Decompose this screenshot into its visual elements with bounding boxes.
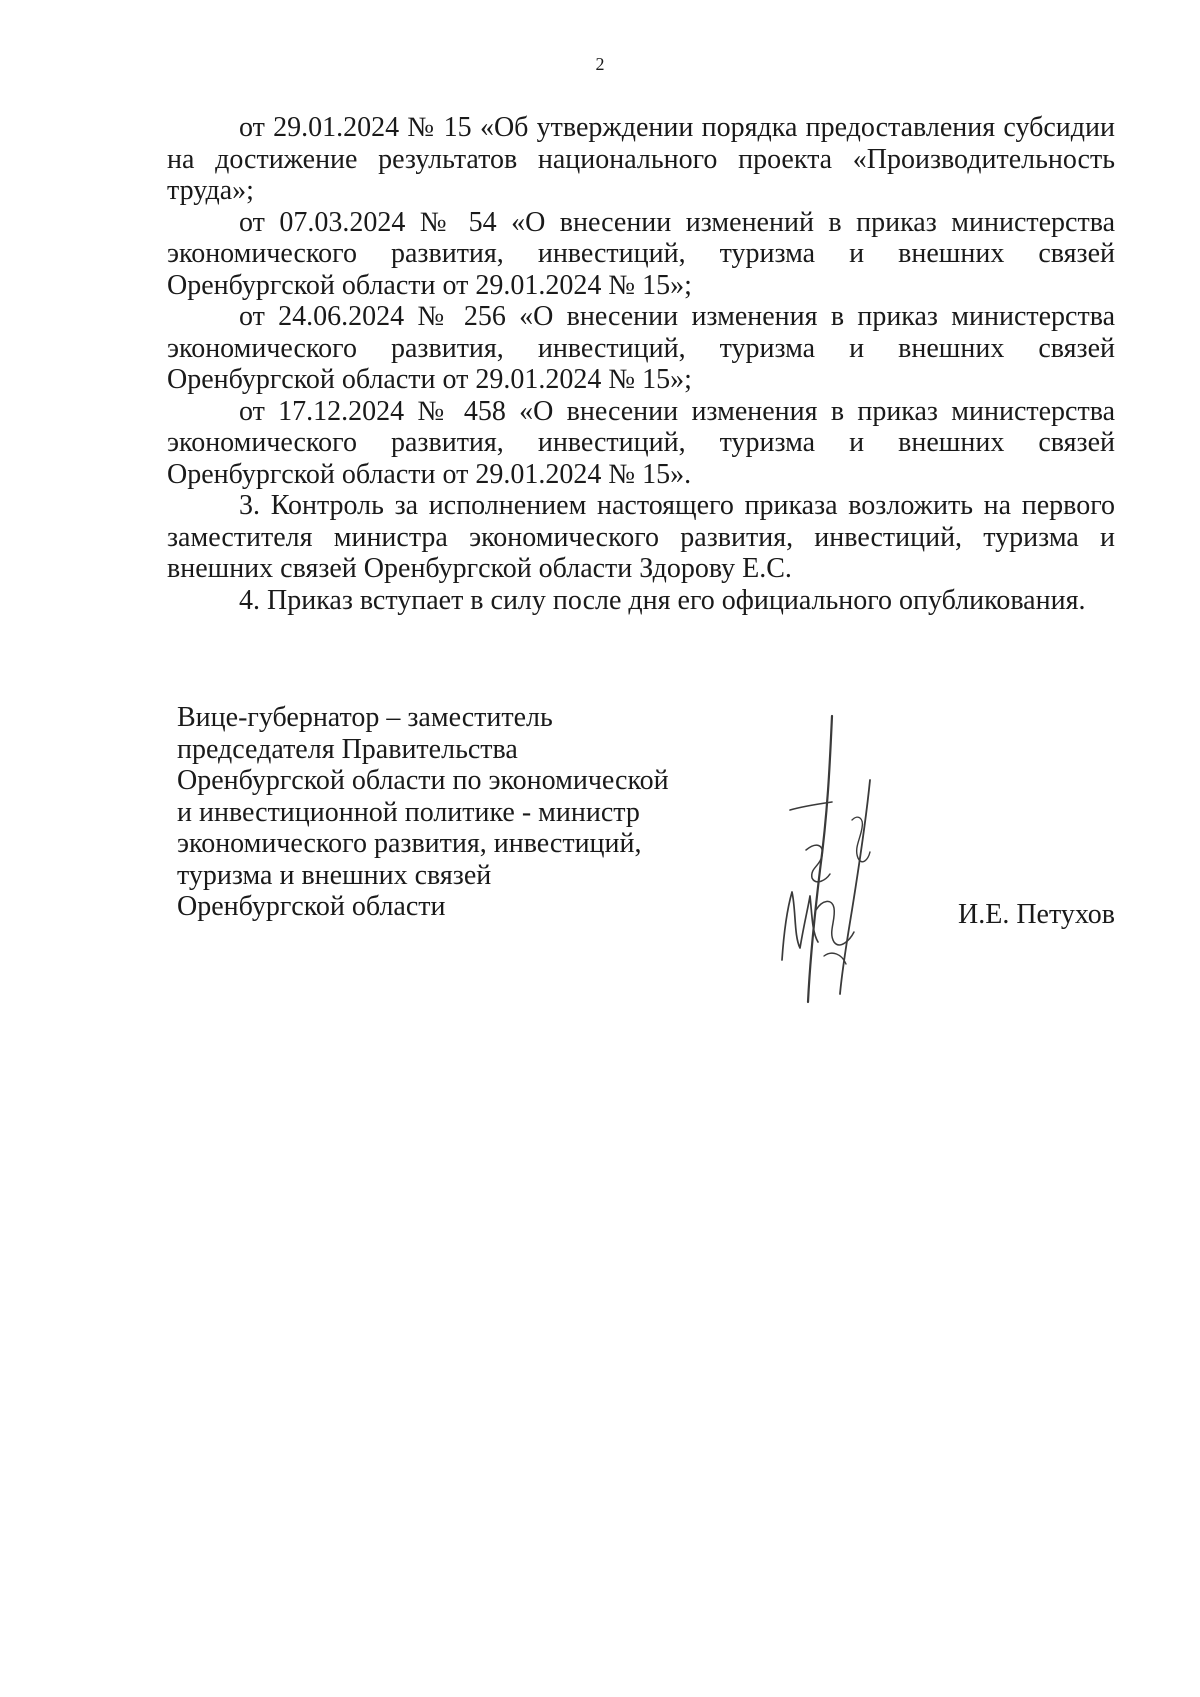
signatory-position-line: председателя Правительства [177, 733, 518, 765]
paragraph-repeal-order-256: от 24.06.2024 № 256 «О внесении изменения в приказ министерства экономического развития, инвестиций, туризма и внешних связей Оренбургской области от 29.01.2024 № 15»; [167, 301, 1115, 395]
signatory-position-line: экономического развития, инвестиций, [177, 828, 642, 859]
signatory-position-line: Оренбургской области по экономической [177, 765, 669, 796]
signer-name: И.Е. Петухов [958, 899, 1115, 930]
paragraph-repeal-order-458: от 17.12.2024 № 458 «О внесении изменения в приказ министерства экономического развития, инвестиций, туризма и внешних связей Оренбургской области от 29.01.2024 № 15». [167, 395, 1115, 490]
signatory-position-line: туризма и внешних связей [177, 859, 492, 891]
signatory-position-line: и инвестиционной политике - министр [177, 796, 640, 828]
order-body [167, 112, 1115, 616]
signatory-position-line: Вице-губернатор – заместитель [177, 702, 553, 733]
signatory-position-line: Оренбургской области [177, 891, 446, 922]
paragraph-effective-date: 4. Приказ вступает в силу после дня его официального опубликования. [239, 584, 1086, 616]
paragraph-control-clause: 3. Контроль за исполнением настоящего приказа возложить на первого заместителя министра экономического развития, инвестиций, туризма и внешних связей Оренбургской области Здорову Е.С. [167, 490, 1115, 584]
page-number: 2 [595, 54, 605, 74]
handwritten-signature [770, 710, 900, 1010]
paragraph-repeal-order-15: от 29.01.2024 № 15 «Об утверждении порядка предоставления субсидии на достижение результатов национального проекта «Производительность труда»; [167, 112, 1115, 206]
signatory-position [177, 702, 737, 923]
paragraph-repeal-order-54: от 07.03.2024 № 54 «О внесении изменений в приказ министерства экономического развития, инвестиций, туризма и внешних связей Оренбургской области от 29.01.2024 № 15»; [167, 206, 1115, 301]
